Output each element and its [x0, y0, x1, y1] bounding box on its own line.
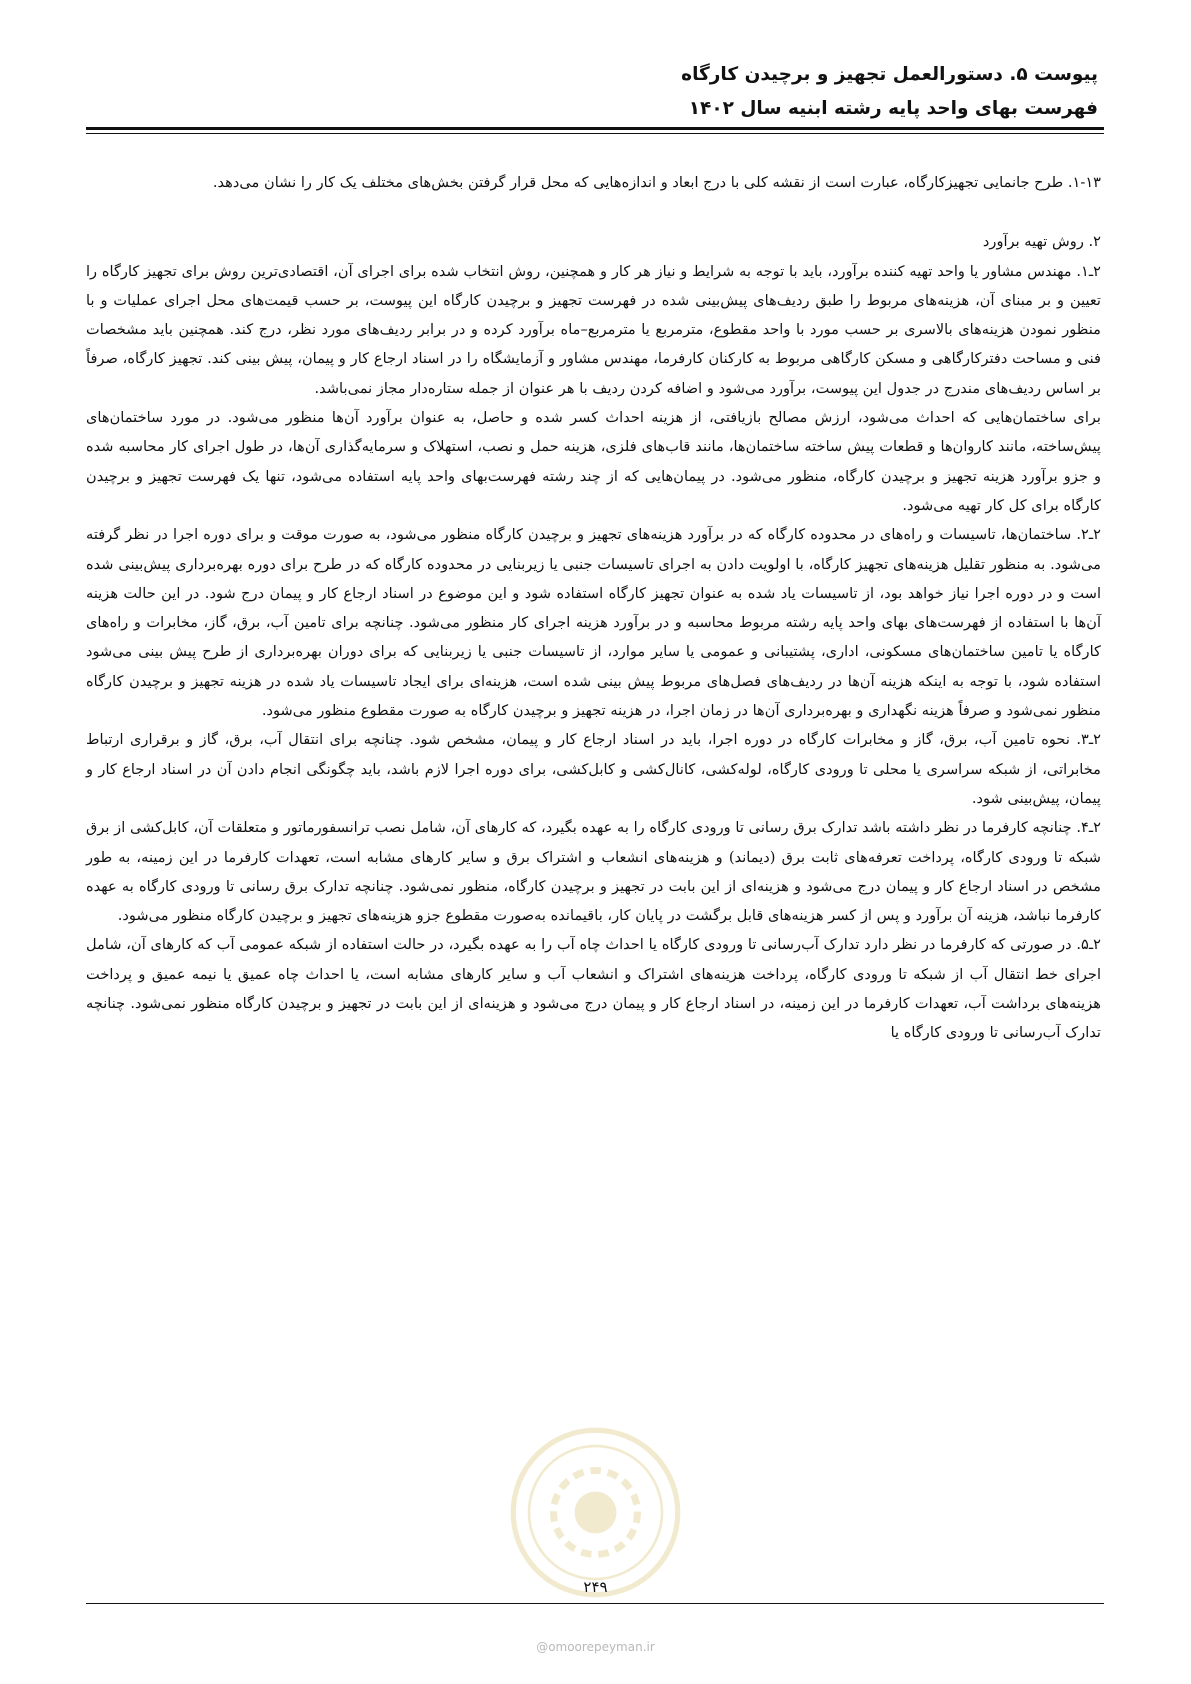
paragraph-2-1: ۲ـ۱. مهندس مشاور یا واحد تهیه کننده برآورد، باید با توجه به شرایط و نیاز هر کار و همچنین، روش انتخاب شده برای اجرای آن، اقتصادی‌ترین روش برای تجهیز کارگاه را تعیین و بر مبنای آن، هزینه‌های مربوط را طبق ردیف‌های پیش‌بینی شده در فهرست تجهیز و برچیدن کارگاه این پیوست، بر حسب قیمت‌های محل اجرای عملیات و با منظور نمودن هزینه‌های بالاسری بر حسب مورد با واحد مقطوع، مترمربع یا مترمربع–ماه برآورد کرده و در برابر ردیف‌های مورد نظر، درج کند. همچنین باید مشخصات فنی و مساحت دفترکارگاهی و مسکن کارگاهی مربوط به کارکنان کارفرما، مهندس مشاور و آزمایشگاه را در اسناد ارجاع کار و پیمان، پیش بینی کند. تجهیز کارگاه، صرفاً بر اساس ردیف‌های مندرج در جدول این پیوست، برآورد می‌شود و اضافه کردن ردیف با هر عنوان از جمله ستاره‌دار مجاز نمی‌باشد. [86, 262, 1101, 397]
page-header [88, 58, 1098, 126]
header-title-price-list: فهرست بهای واحد پایه رشته ابنیه سال ۱۴۰۲ [688, 98, 1098, 119]
watermark-url: @omoorepeyman.ir [536, 1640, 655, 1654]
paragraph-2-2: ۲ـ۲. ساختمان‌ها، تاسیسات و راه‌های در محدوده کارگاه که در برآورد هزینه‌های تجهیز و برچیدن کارگاه منظور می‌شود، به صورت موقت و برای دوره اجرا در نظر گرفته می‌شود. به منظور تقلیل هزینه‌های تجهیز کارگاه، با اولویت دادن به اجرای تاسیسات جنبی یا زیربنایی در محدوده کارگاه که در طرح برای دوره بهره‌برداری پیش‌بینی شده است و در دوره اجرا نیاز خواهد بود، از تاسیسات یاد شده به عنوان تجهیز کارگاه استفاده شود و این موضوع در اسناد ارجاع کار و پیمان درج شود. در این حالت هزینه آن‌ها با استفاده از فهرست‌های بهای واحد پایه رشته مربوط محاسبه و در برآورد هزینه اجرای کار منظور می‌شود. چنانچه برای تامین آب، برق، گاز، مخابرات و راه‌های کارگاه یا تامین ساختمان‌های مسکونی، اداری، پشتیبانی و عمومی یا سایر موارد، از تاسیسات جنبی یا زیربنایی که برای دوران بهره‌برداری از طرح پیش بینی می‌شود استفاده شود، با توجه به اینکه هزینه آن‌ها در ردیف‌های فصل‌های مربوط پیش بینی شده است، هزینه‌ای برای ایجاد تاسیسات یاد شده در هزینه تجهیز و برچیدن کارگاه منظور نمی‌شود و صرفاً هزینه نگهداری و بهره‌برداری آن‌ها در زمان اجرا، در هزینه تجهیز و برچیدن کارگاه به صورت مقطوع منظور می‌شود. [86, 526, 1101, 720]
document-body [86, 168, 1101, 1048]
watermark-seal-icon [508, 1425, 683, 1600]
header-rule-thick [86, 127, 1104, 130]
section-2-title: ۲. روش تهیه برآورد [982, 233, 1101, 251]
paragraph-2-5: ۲ـ۵. در صورتی که کارفرما در نظر دارد تدارک آب‌رسانی تا ورودی کارگاه یا احداث چاه آب را به عهده بگیرد، در حالت استفاده از شبکه عمومی آب که کارهای آن، شامل اجرای خط انتقال آب از شبکه تا ورودی کارگاه، پرداخت هزینه‌های اشتراک و انشعاب آب و سایر کارهای مشابه است، یا احداث چاه عمیق یا نیمه عمیق و پرداخت هزینه‌های برداشت آب، تعهدات کارفرما در این زمینه، در اسناد ارجاع کار و پیمان درج می‌شود و هزینه‌ای از این بابت در تجهیز و برچیدن کارگاه منظور نمی‌شود. چنانچه تدارک آب‌رسانی تا ورودی کارگاه یا [86, 936, 1101, 1042]
paragraph-2-3: ۲ـ۳. نحوه تامین آب، برق، گاز و مخابرات کارگاه در دوره اجرا، باید در اسناد ارجاع کار و پیمان، مشخص شود. چنانچه برای انتقال آب، برق، گاز و برقراری ارتباط مخابراتی، از شبکه سراسری یا محلی تا ورودی کارگاه، لوله‌کشی، کانال‌کشی و کابل‌کشی، برای دوره اجرا لازم باشد، باید چگونگی انجام دادن آن در اسناد ارجاع کار و پیمان، پیش‌بینی شود. [86, 731, 1101, 807]
paragraph-1-13: ۱-۱۳. طرح جانمایی تجهیزکارگاه، عبارت است از نقشه کلی با درج ابعاد و اندازه‌هایی که محل قرار گرفتن بخش‌های مختلف یک کار را نشان می‌دهد. [212, 174, 1101, 191]
page-number: ۲۴۹ [583, 1578, 608, 1596]
footer-rule [86, 1603, 1104, 1604]
paragraph-2-4: ۲ـ۴. چنانچه کارفرما در نظر داشته باشد تدارک برق رسانی تا ورودی کارگاه را به عهده بگیرد، که کارهای آن، شامل نصب ترانسفورماتور و متعلقات آن، کابل‌کشی از برق شبکه تا ورودی کارگاه، پرداخت تعرفه‌های ثابت برق (دیماند) و هزینه‌های انشعاب و اشتراک برق و سایر کارهای مشابه است، تعهدات کارفرما در این زمینه، به طور مشخص در اسناد ارجاع کار و پیمان درج می‌شود و هزینه‌ای از این بابت در تجهیز و برچیدن کارگاه، منظور نمی‌شود. چنانچه تدارک برق رسانی تا ورودی کارگاه به عهده کارفرما نباشد، هزینه آن برآورد و پس از کسر هزینه‌های قابل برگشت در پایان کار، باقیمانده به‌صورت مقطوع جزو هزینه‌های تجهیز و برچیدن کارگاه منظور می‌شود. [86, 819, 1101, 925]
paragraph-2-1-continued: برای ساختمان‌هایی که احداث می‌شود، ارزش مصالح بازیافتی، از هزینه احداث کسر شده و حاصل، به عنوان برآورد آن‌ها منظور می‌شود. در مورد ساختمان‌های پیش‌ساخته، مانند کاروان‌ها و قطعات پیش ساخته ساختمان‌ها، مانند قاب‌های فلزی، هزینه حمل و نصب، استهلاک و سرمایه‌گذاری آن‌ها، در طول اجرای کار محاسبه شده و جزو برآورد هزینه تجهیز و برچیدن کارگاه، منظور می‌شود. در پیمان‌هایی که از چند رشته فهرست‌بهای واحد پایه استفاده می‌شود، تنها یک فهرست تجهیز و برچیدن کارگاه برای کل کار تهیه می‌شود. [86, 409, 1101, 514]
header-title-appendix: پیوست ۵. دستورالعمل تجهیز و برچیدن کارگاه [681, 64, 1098, 85]
header-rule-thin [86, 133, 1104, 134]
